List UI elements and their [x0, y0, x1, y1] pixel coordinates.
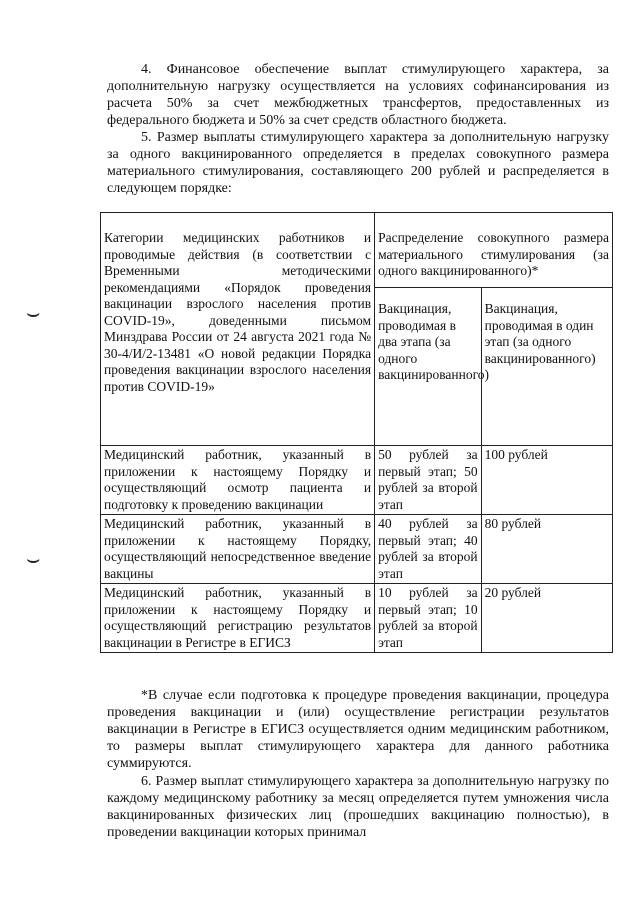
row-two-stage: 10 рублей за первый этап; 10 рублей за второй этап	[375, 584, 482, 653]
margin-mark: ⌣	[26, 546, 41, 571]
row-one-stage: 100 рублей	[481, 446, 612, 515]
row-category: Медицинский работник, указанный в приложении к настоящему Порядку и осуществляющий регистрацию результатов вакцинации в Регистре в ЕГИСЗ	[101, 584, 375, 653]
distribution-table	[100, 212, 613, 653]
row-category: Медицинский работник, указанный в приложении к настоящему Порядку и осуществляющий осмотр пациента и подготовку к проведению вакцинации	[101, 446, 375, 515]
table-row	[101, 584, 613, 653]
paragraph-6	[107, 773, 609, 841]
header-two-stage	[375, 288, 490, 446]
table-row	[101, 515, 613, 584]
header-distribution-text: Распределение совокупного размера материального стимулирования (за одного вакцинированного)*	[378, 230, 609, 278]
paragraph-4	[107, 61, 609, 129]
row-one-stage: 20 рублей	[481, 584, 612, 653]
paragraph-4-text: 4. Финансовое обеспечение выплат стимулирующего характера, за дополнительную нагрузку осуществляется на условиях софинансирования из расчета 50% за счет межбюджетных трансфертов, предоставленных из федерального бюджета и 50% за счет средств областного бюджета.	[107, 62, 609, 128]
paragraph-5-text: 5. Размер выплаты стимулирующего характера за дополнительную нагрузку за одного вакцинированного определяется в пределах совокупного размера материального стимулирования, составляющего 200 рублей и распределяется в следующем порядке:	[107, 130, 609, 196]
row-two-stage: 50 рублей за первый этап; 50 рублей за второй этап	[375, 446, 482, 515]
footnote	[107, 687, 609, 772]
header-category	[101, 213, 375, 446]
header-distribution-group	[375, 213, 613, 288]
header-category-text: Категории медицинских работников и проводимые действия (в соответствии с Временными методическими рекомендациями «Порядок проведения вакцинации взрослого населения против COVID-19», доведенными письмом Минздрава России от 24 августа 2021 года № 30-4/И/2-13481 «О новой редакции Порядка проведения вакцинации взрослого населения против COVID-19»	[104, 230, 372, 394]
header-two-stage-text: Вакцинация, проводимая в два этапа (за одного вакцинированного)	[378, 301, 490, 382]
row-one-stage: 80 рублей	[481, 515, 612, 584]
header-one-stage-text: Вакцинация, проводимая в один этап (за одного вакцинированного)	[484, 301, 596, 366]
header-one-stage	[481, 288, 612, 446]
table-header-row	[101, 213, 613, 288]
row-two-stage: 40 рублей за первый этап; 40 рублей за второй этап	[375, 515, 482, 584]
table-row	[101, 446, 613, 515]
paragraph-5	[107, 129, 609, 197]
row-category: Медицинский работник, указанный в приложении к настоящему Порядку, осуществляющий непосредственное введение вакцины	[101, 515, 375, 584]
margin-mark: ⌣	[26, 300, 41, 325]
footnote-text: *В случае если подготовка к процедуре проведения вакцинации, процедура проведения вакцинации и (или) осуществление регистрации результатов вакцинации в Регистре в ЕГИСЗ осуществляется одним медицинским работником, то размеры выплат стимулирующего характера для данного работника суммируются.	[107, 688, 609, 771]
paragraph-6-text: 6. Размер выплат стимулирующего характера за дополнительную нагрузку по каждому медицинскому работнику за месяц определяется путем умножения числа вакцинированных физических лиц (прошедших вакцинацию полностью), в проведении вакцинации которых принимал	[107, 774, 609, 840]
